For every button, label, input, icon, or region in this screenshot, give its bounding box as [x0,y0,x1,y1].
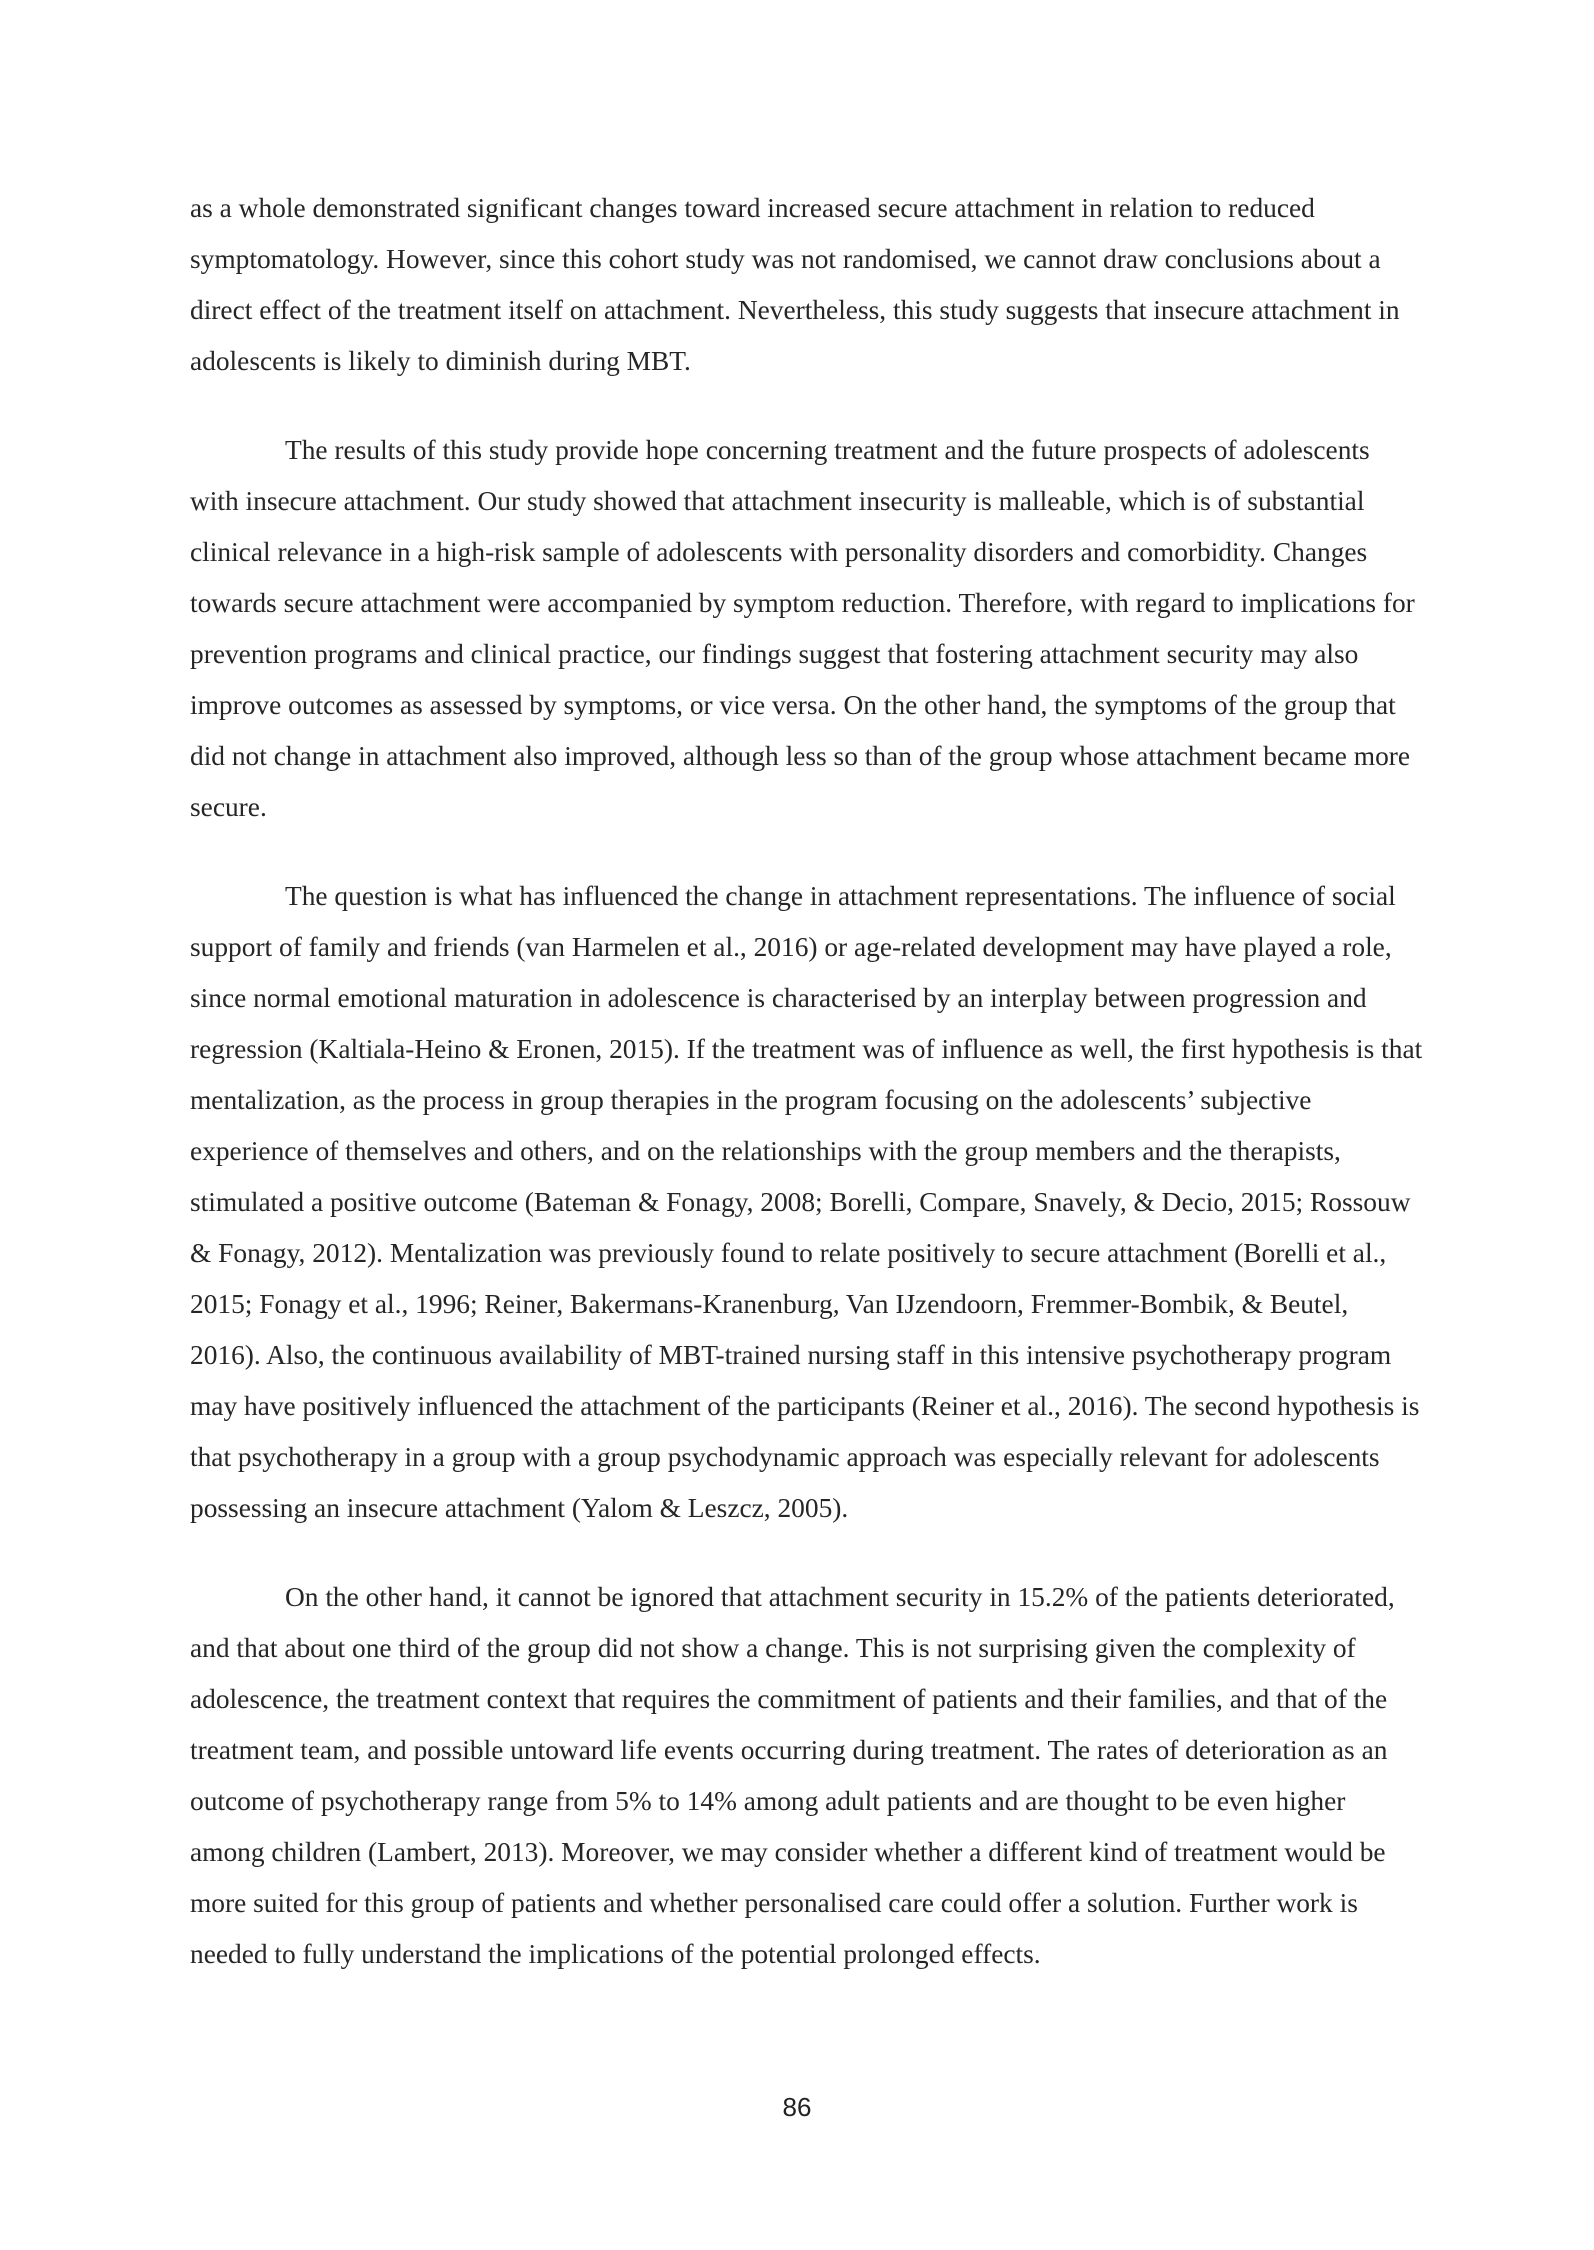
body-text [190,183,1424,2018]
paragraph-question-influence: The question is what has influenced the change in attachment representations. The influence of social support of family and friends (van Harmelen et al., 2016) or age-related development may have played a role, since normal emotional maturation in adolescence is characterised by an interplay between progression and regression (Kaltiala-Heino & Eronen, 2015). If the treatment was of influence as well, the first hypothesis is that mentalization, as the process in group therapies in the program focusing on the adolescents’ subjective experience of themselves and others, and on the relationships with the group members and the therapists, stimulated a positive outcome (Bateman & Fonagy, 2008; Borelli, Compare, Snavely, & Decio, 2015; Rossouw & Fonagy, 2012). Mentalization was previously found to relate positively to secure attachment (Borelli et al., 2015; Fonagy et al., 1996; Reiner, Bakermans-Kranenburg, Van IJzendoorn, Fremmer-Bombik, & Beutel, 2016). Also, the continuous availability of MBT-trained nursing staff in this intensive psychotherapy program may have positively influenced the attachment of the participants (Reiner et al., 2016). The second hypothesis is that psychotherapy in a group with a group psychodynamic approach was especially relevant for adolescents possessing an insecure attachment (Yalom & Leszcz, 2005). [190,881,1423,1523]
paragraph-deterioration: On the other hand, it cannot be ignored that attachment security in 15.2% of the patients deteriorated, and that about one third of the group did not show a change. This is not surprising given the complexity of adolescence, the treatment context that requires the commitment of patients and their families, and that of the treatment team, and possible untoward life events occurring during treatment. The rates of deterioration as an outcome of psychotherapy range from 5% to 14% among adult patients and are thought to be even higher among children (Lambert, 2013). Moreover, we may consider whether a different kind of treatment would be more suited for this group of patients and whether personalised care could offer a solution. Further work is needed to fully understand the implications of the potential prolonged effects. [190,1582,1395,1969]
paragraph-results-hope: The results of this study provide hope concerning treatment and the future prospects of adolescents with insecure attachment. Our study showed that attachment insecurity is malleable, which is of substantial clinical relevance in a high-risk sample of adolescents with personality disorders and comorbidity. Changes towards secure attachment were accompanied by symptom reduction. Therefore, with regard to implications for prevention programs and clinical practice, our findings suggest that fostering attachment security may also improve outcomes as assessed by symptoms, or vice versa. On the other hand, the symptoms of the group that did not change in attachment also improved, although less so than of the group whose attachment became more secure. [190,435,1415,822]
paragraph-continuation: as a whole demonstrated significant changes toward increased secure attachment in relation to reduced symptomatology. However, since this cohort study was not randomised, we cannot draw conclusions about a direct effect of the treatment itself on attachment. Nevertheless, this study suggests that insecure attachment in adolescents is likely to diminish during MBT. [190,193,1400,376]
page-number: 86 [782,2092,812,2122]
